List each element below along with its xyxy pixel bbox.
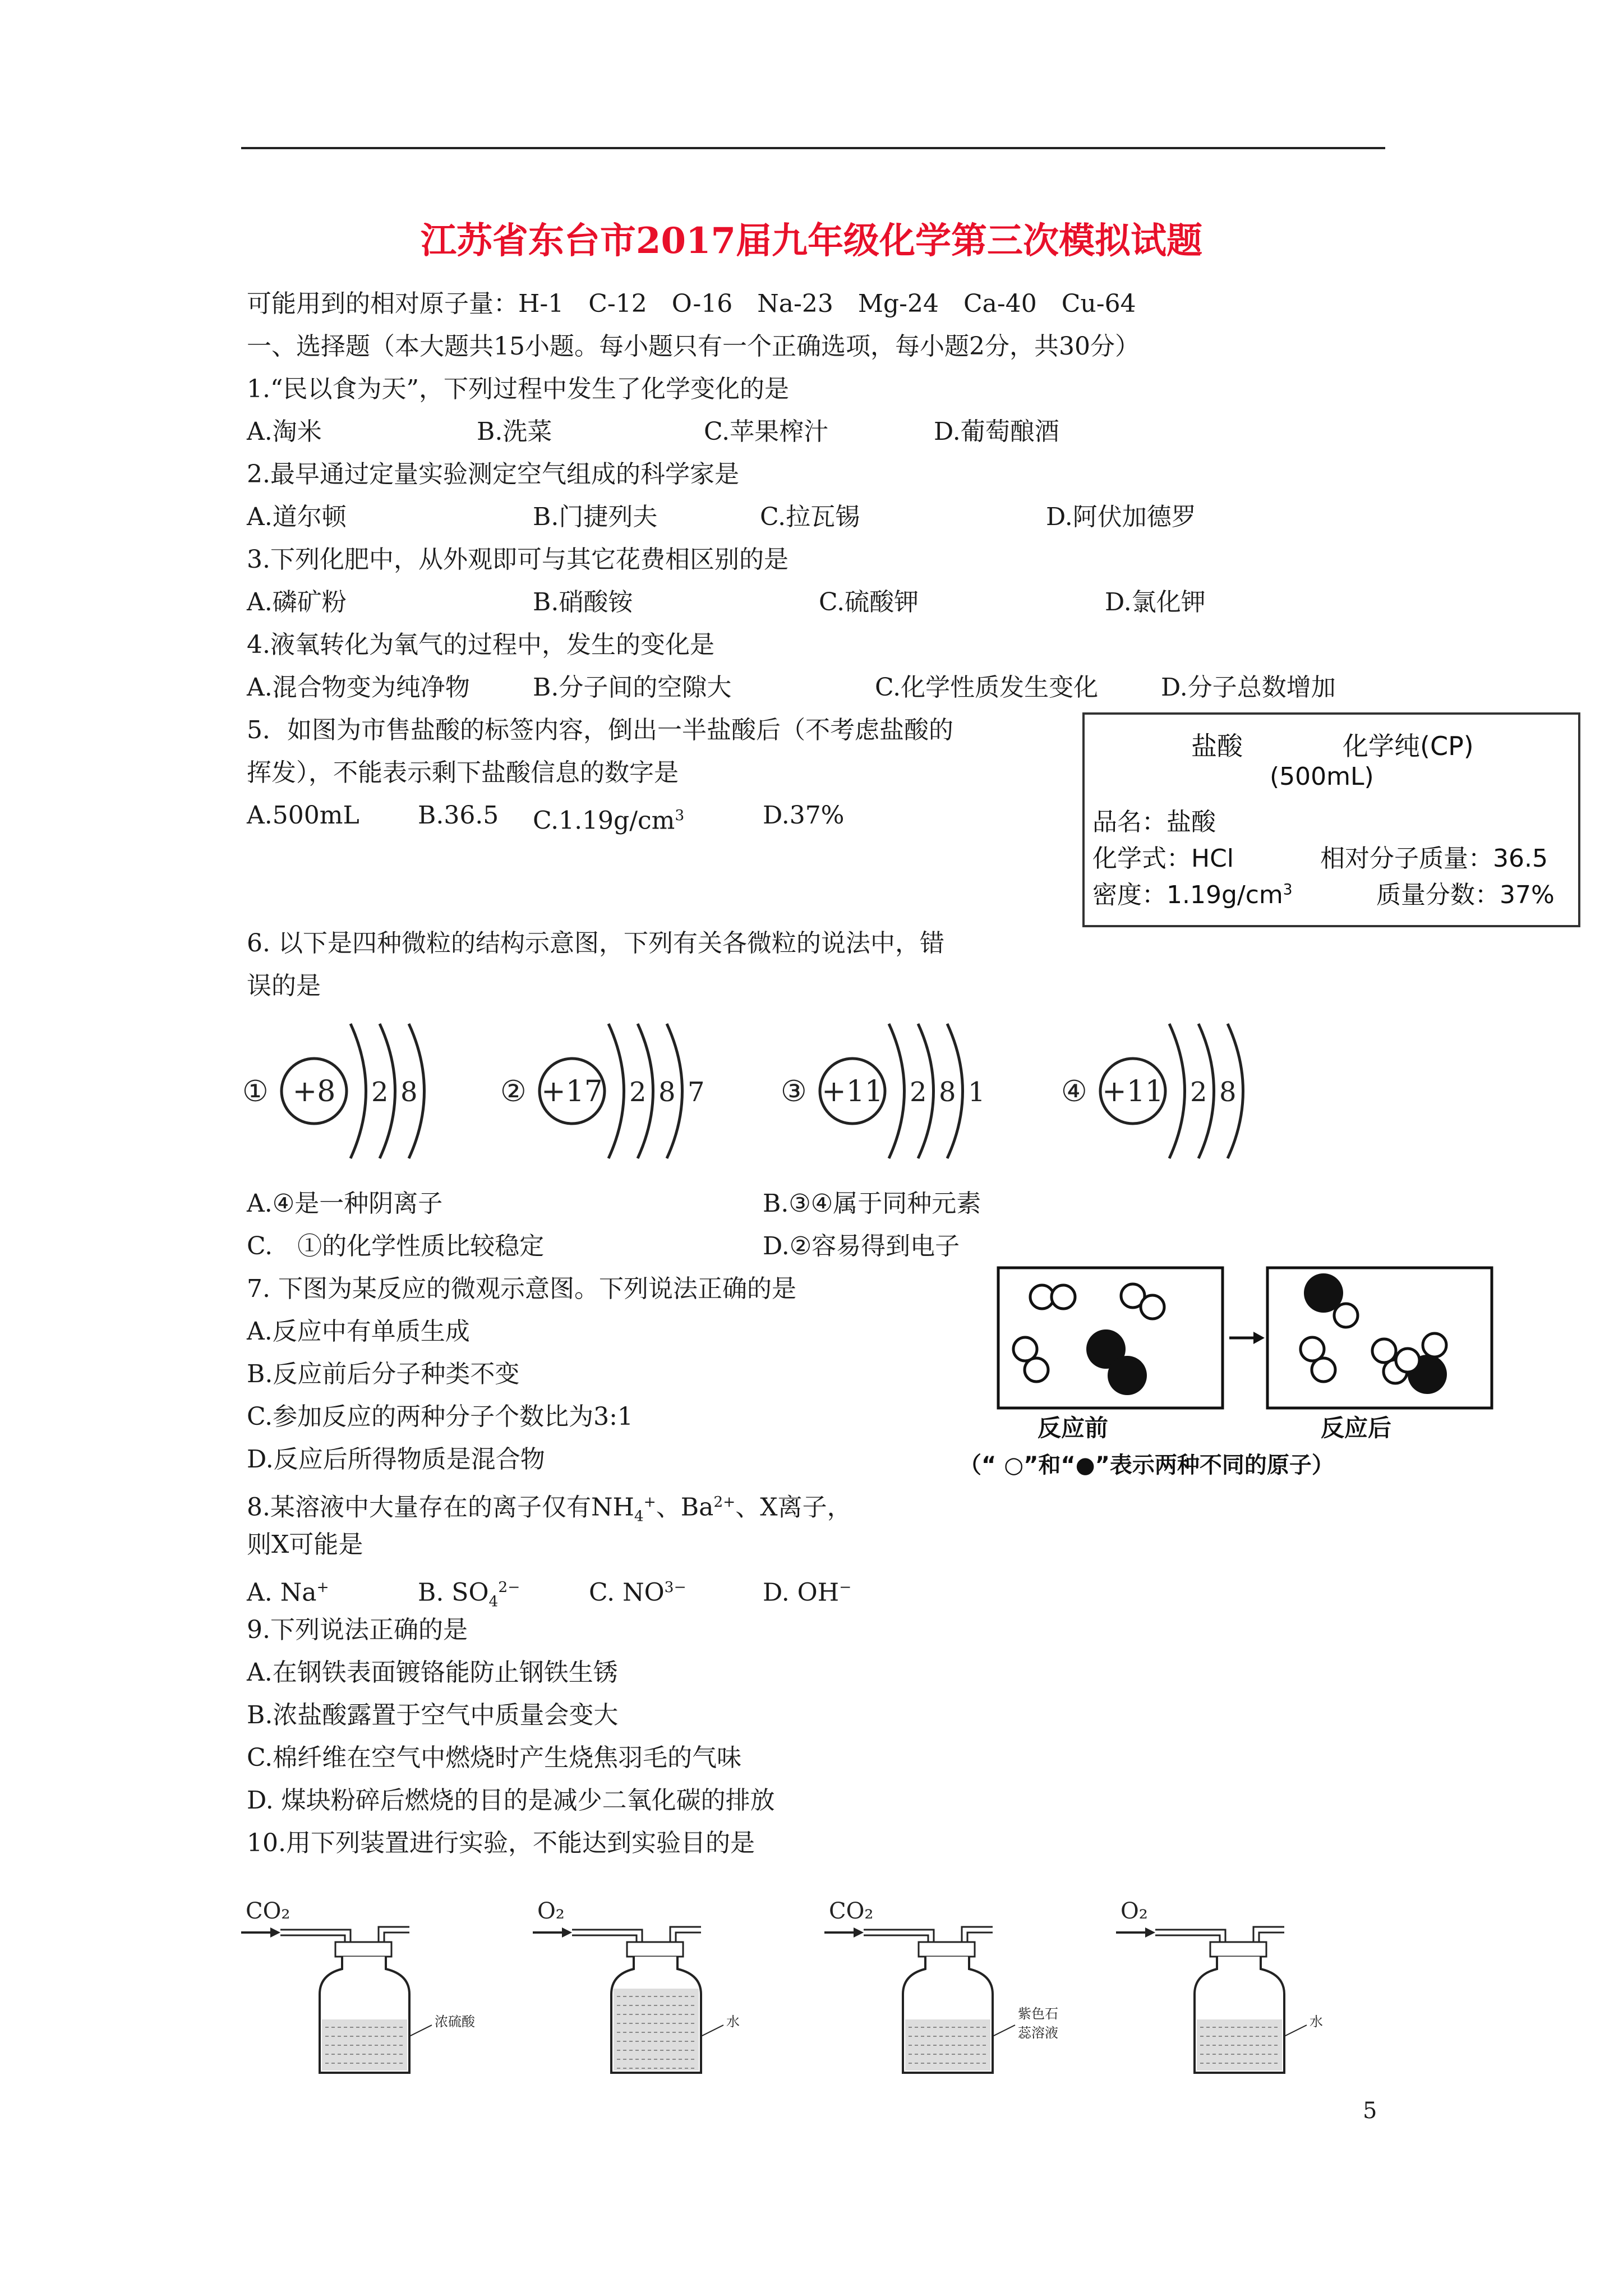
q8-stem-line1: 8.某溶液中大量存在的离子仅有$NH_4^+$、$Ba^{2+}$、X离子， <box>247 1493 852 1525</box>
q7-stem: 7. 下图为某反应的微观示意图。下列说法正确的是 <box>247 1274 796 1303</box>
shell-electron-count: 2 <box>629 1076 647 1108</box>
q4-option-d: D.分子总数增加 <box>1161 673 1336 702</box>
q1-option-b: B.洗菜 <box>477 417 552 446</box>
liquid-label: 水 <box>726 2014 740 2030</box>
particle-index: ④ <box>1061 1075 1087 1108</box>
after-label: 反应后 <box>1321 1414 1392 1442</box>
gas-washing-apparatus <box>241 1896 1391 2087</box>
atomic-masses: 可能用到的相对原子量：H-1 C-12 O-16 Na-23 Mg-24 Ca-40 Cu-64 <box>247 289 1136 318</box>
q1-option-d: D.葡萄酿酒 <box>934 417 1059 446</box>
q6-option-c: C. ①的化学性质比较稳定 <box>247 1232 545 1260</box>
q7-option-c: C.参加反应的两种分子个数比为3:1 <box>247 1402 633 1431</box>
label-molar-mass: 相对分子质量：36.5 <box>1320 844 1548 873</box>
q1-stem: 1.“民以食为天”，下列过程中发生了化学变化的是 <box>247 375 789 403</box>
gas-label: O₂ <box>1121 1898 1148 1924</box>
shell-electron-count: 8 <box>658 1076 676 1108</box>
liquid-label: 浓硫酸 <box>435 2014 475 2030</box>
liquid-label: 蕊溶液 <box>1018 2025 1058 2041</box>
q5-option-a: A.500mL <box>247 801 359 830</box>
q6-stem-line2: 误的是 <box>247 972 321 1000</box>
q10-stem: 10.用下列装置进行实验，不能达到实验目的是 <box>247 1829 755 1857</box>
q4-option-c: C.化学性质发生变化 <box>875 673 1099 702</box>
q6-option-a: A.④是一种阴离子 <box>247 1189 443 1218</box>
q4-option-a: A.混合物变为纯净物 <box>247 673 470 702</box>
q4-stem: 4.液氧转化为氧气的过程中，发生的变化是 <box>247 631 714 659</box>
nucleus-charge: +11 <box>1102 1075 1164 1108</box>
reaction-micro-diagram <box>953 1262 1570 1498</box>
electron-shell-arc <box>889 1024 905 1158</box>
particle-index: ③ <box>781 1075 807 1108</box>
gas-label: CO₂ <box>246 1898 291 1924</box>
apparatus-4 <box>1116 1898 1323 2073</box>
q6-option-b: B.③④属于同种元素 <box>763 1189 981 1218</box>
hcl-bottle-label <box>1082 712 1580 927</box>
particle-diagram-1 <box>242 1024 425 1158</box>
q5-option-c: $C.1.19g/cm^3$ <box>533 806 685 835</box>
particle-index: ① <box>242 1075 269 1108</box>
q6-option-d: D.②容易得到电子 <box>763 1232 960 1260</box>
q9-option-a: A.在钢铁表面镀铬能防止钢铁生锈 <box>247 1658 618 1687</box>
gas-label: CO₂ <box>829 1898 874 1924</box>
q5-option-b: B.36.5 <box>418 801 499 830</box>
q2-option-b: B.门捷列夫 <box>533 503 658 531</box>
q3-option-c: C.硫酸钾 <box>819 588 919 616</box>
shell-electron-count: 2 <box>1190 1076 1207 1108</box>
q8-option-b: B. $SO_4^{2-}$ <box>418 1578 520 1611</box>
before-label: 反应前 <box>1038 1414 1109 1442</box>
q8-option-a: A. Na+ <box>247 1578 329 1607</box>
q8-option-c: C. $NO^{3-}$ <box>589 1578 686 1607</box>
gas-label: O₂ <box>537 1898 565 1924</box>
label-volume: (500mL) <box>1270 762 1374 791</box>
q9-stem: 9.下列说法正确的是 <box>247 1616 468 1644</box>
apparatus-2 <box>533 1898 740 2073</box>
label-product-name: 品名：盐酸 <box>1092 808 1216 836</box>
q2-stem: 2.最早通过定量实验测定空气组成的科学家是 <box>247 460 739 489</box>
particle-structure-diagrams <box>241 1010 1251 1172</box>
apparatus-3 <box>824 1898 1058 2073</box>
q8-stem-line2: 则X可能是 <box>247 1530 363 1559</box>
q3-option-a: A.磷矿粉 <box>247 588 347 616</box>
shell-electron-count: 2 <box>910 1076 927 1108</box>
q5-option-d: D.37% <box>763 801 845 830</box>
q9-option-b: B.浓盐酸露置于空气中质量会变大 <box>247 1701 619 1729</box>
page-title: 江苏省东台市2017届九年级化学第三次模拟试题 <box>420 220 1203 262</box>
shell-electron-count: 8 <box>400 1076 418 1108</box>
label-grade: 化学纯(CP) <box>1343 731 1474 761</box>
shell-electron-count: 2 <box>371 1076 389 1108</box>
particle-diagram-2 <box>500 1024 705 1158</box>
q2-option-a: A.道尔顿 <box>247 503 347 531</box>
nucleus-charge: +17 <box>541 1075 603 1108</box>
nucleus-charge: +11 <box>822 1075 883 1108</box>
q2-option-d: D.阿伏加德罗 <box>1046 503 1196 531</box>
particle-diagram-3 <box>781 1024 985 1158</box>
q8-option-d: D. OH− <box>763 1578 852 1607</box>
particle-index: ② <box>500 1075 527 1108</box>
q3-stem: 3.下列化肥中，从外观即可与其它花费相区别的是 <box>247 545 789 574</box>
electron-shell-arc <box>1169 1024 1185 1158</box>
q7-option-d: D.反应后所得物质是混合物 <box>247 1445 545 1474</box>
shell-electron-count: 8 <box>1219 1076 1237 1108</box>
label-formula: 化学式：HCl <box>1092 844 1234 873</box>
q5-stem-line1: 5．如图为市售盐酸的标签内容，倒出一半盐酸后（不考虑盐酸的 <box>247 716 953 744</box>
shell-electron-count: 8 <box>939 1076 956 1108</box>
q9-option-c: C.棉纤维在空气中燃烧时产生烧焦羽毛的气味 <box>247 1743 742 1772</box>
apparatus-1 <box>241 1898 476 2073</box>
particle-diagram-4 <box>1061 1024 1243 1158</box>
q5-stem-line2: 挥发），不能表示剩下盐酸信息的数字是 <box>247 758 679 787</box>
q6-stem-line1: 6. 以下是四种微粒的结构示意图，下列有关各微粒的说法中，错 <box>247 929 944 958</box>
liquid-label: 水 <box>1310 2014 1323 2030</box>
q3-option-d: D.氯化钾 <box>1105 588 1206 616</box>
electron-shell-arc <box>608 1024 624 1158</box>
q7-option-a: A.反应中有单质生成 <box>247 1317 470 1346</box>
q2-option-c: C.拉瓦锡 <box>760 503 860 531</box>
label-name: 盐酸 <box>1191 731 1243 761</box>
label-mass-fraction: 质量分数：37% <box>1376 881 1555 909</box>
atom-legend: （“ ○”和“●”表示两种不同的原子） <box>959 1452 1334 1478</box>
page-number: 5 <box>1363 2098 1377 2124</box>
q4-option-b: B.分子间的空隙大 <box>533 673 732 702</box>
liquid-label: 紫色石 <box>1018 2006 1058 2022</box>
section-heading: 一、选择题（本大题共15小题。每小题只有一个正确选项，每小题2分，共30分） <box>247 332 1140 361</box>
q3-option-b: B.硝酸铵 <box>533 588 633 616</box>
electron-shell-arc <box>351 1024 366 1158</box>
q9-option-d: D. 煤块粉碎后燃烧的目的是减少二氧化碳的排放 <box>247 1786 775 1815</box>
label-density: 密度：$1.19g/cm^3$ <box>1092 881 1293 909</box>
q1-option-c: C.苹果榨汁 <box>704 417 829 446</box>
shell-electron-count: 7 <box>688 1076 705 1108</box>
nucleus-charge: +8 <box>292 1075 336 1108</box>
header-rule <box>241 147 1385 149</box>
shell-electron-count: 1 <box>968 1076 985 1108</box>
q1-option-a: A.淘米 <box>247 417 322 446</box>
q7-option-b: B.反应前后分子种类不变 <box>247 1360 520 1388</box>
